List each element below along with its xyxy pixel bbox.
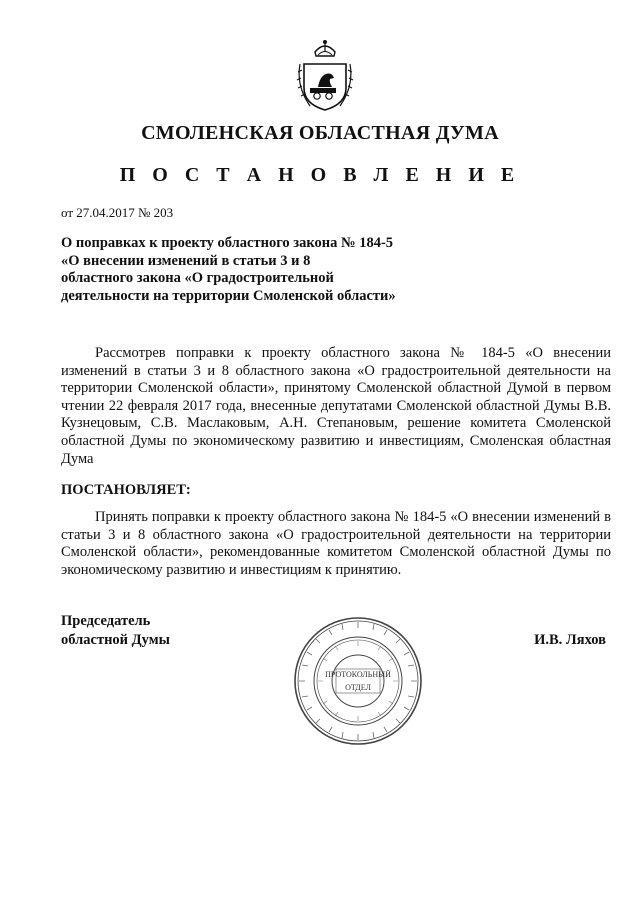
subject-line: деятельности на территории Смоленской области» [61, 287, 396, 304]
seal-center-line: ПРОТОКОЛЬНЫЙ [325, 670, 391, 679]
seal-center-line: ОТДЕЛ [345, 683, 371, 692]
document-date-number: от 27.04.2017 № 203 [61, 205, 174, 220]
document-subject [61, 235, 441, 305]
subject-line: «О внесении изменений в статьи 3 и 8 [61, 252, 311, 269]
coat-of-arms-emblem [296, 38, 354, 114]
preamble-paragraph: Рассмотрев поправки к проекту областного закона № 184-5 «О внесении изменений в статьи 3 и 8 областного закона «О градостроительной деятельности на территории Смоленской области», принятому Смоленской областной Думой в первом чтении 22 февраля 2017 года, внесенные депутатами Смоленской областной Думы В.В. Кузнецовым, С.В. Маслаковым, А.Н. Степановым, решение комитета Смоленской областной Думы по экономическому развитию и инвестициям, Смоленская областная Дума [61, 345, 611, 467]
decree-heading: ПОСТАНОВЛЯЕТ: [61, 482, 191, 498]
organization-name: СМОЛЕНСКАЯ ОБЛАСТНАЯ ДУМА [141, 122, 499, 144]
signatory-name: И.В. Ляхов [534, 632, 606, 648]
signatory-title-line: областной Думы [61, 632, 170, 648]
seal-center-text [292, 615, 424, 747]
document-type-title: П О С Т А Н О В Л Е Н И Е [119, 164, 521, 186]
signatory-title-line: Председатель [61, 613, 151, 629]
subject-line: О поправках к проекту областного закона № 184-5 [61, 235, 394, 251]
subject-line: областного закона «О градостроительной [61, 270, 334, 286]
resolution-paragraph: Принять поправки к проекту областного закона № 184-5 «О внесении изменений в статьи 3 и 8 областного закона «О градостроительной деятельности на территории Смоленской области», рекомендованные комитетом Смоленской областной Думы по экономическому развитию и инвестициям к принятию. [61, 509, 611, 578]
signatory-title [61, 612, 170, 650]
